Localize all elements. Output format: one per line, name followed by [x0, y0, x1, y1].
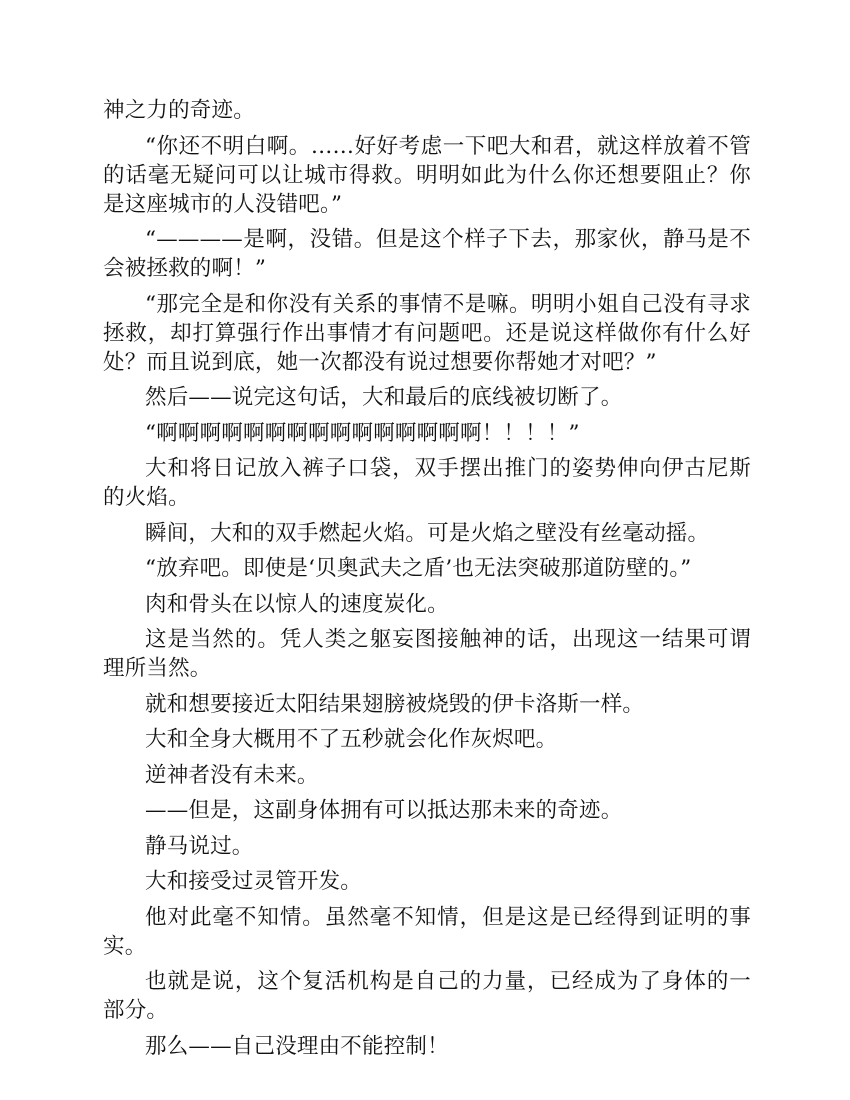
paragraph: “啊啊啊啊啊啊啊啊啊啊啊啊啊啊啊！！！！”	[145, 420, 580, 446]
paragraph: 也就是说，这个复活机构是自己的力量，已经成为了身体的一部分。	[103, 969, 751, 1023]
paragraph: 静马说过。	[145, 833, 254, 859]
paragraph: 瞬间，大和的双手燃起火焰。可是火焰之壁没有丝毫动摇。	[145, 520, 710, 546]
paragraph: ——但是，这副身体拥有可以抵达那未来的奇迹。	[145, 798, 623, 823]
paragraph: “放弃吧。即使是‘贝奥武夫之盾’也无法突破那道防壁的。”	[145, 556, 692, 581]
paragraph: 大和将日记放入裤子口袋，双手摆出推门的姿势伸向伊古尼斯的火焰。	[103, 456, 751, 510]
paragraph: 逆神者没有未来。	[145, 762, 319, 788]
paragraph: “你还不明白啊。……好好考虑一下吧大和君，就这样放着不管的话毫无疑问可以让城市得救。明明如此为什么你还想要阻止？你是这座城市的人没错吧。”	[103, 133, 751, 217]
paragraph: 那么——自己没理由不能控制！	[145, 1033, 449, 1059]
paragraph: 然后——说完这句话，大和最后的底线被切断了。	[145, 385, 623, 410]
paragraph: 大和接受过灵管开发。	[145, 869, 363, 894]
paragraph: 就和想要接近太阳结果翅膀被烧毁的伊卡洛斯一样。	[145, 691, 645, 717]
paragraph: 肉和骨头在以惊人的速度炭化。	[145, 591, 449, 617]
paragraph: 他对此毫不知情。虽然毫不知情，但是这是已经得到证明的事实。	[103, 904, 751, 959]
paragraph: 大和全身大概用不了五秒就会化作灰烬吧。	[145, 727, 558, 752]
paragraph: 这是当然的。凭人类之躯妄图接触神的话，出现这一结果可谓理所当然。	[103, 627, 751, 681]
document-body	[103, 96, 751, 1067]
paragraph: “那完全是和你没有关系的事情不是嘛。明明小姐自己没有寻求拯救，却打算强行作出事情才有问题吧。还是说这样做你有什么好处？而且说到底，她一次都没有说过想要你帮她才对吧？”	[103, 291, 751, 375]
paragraph: “————是啊，没错。但是这个样子下去，那家伙，静马是不会被拯救的啊！”	[103, 227, 751, 281]
paragraph: 神之力的奇迹。	[103, 98, 255, 123]
